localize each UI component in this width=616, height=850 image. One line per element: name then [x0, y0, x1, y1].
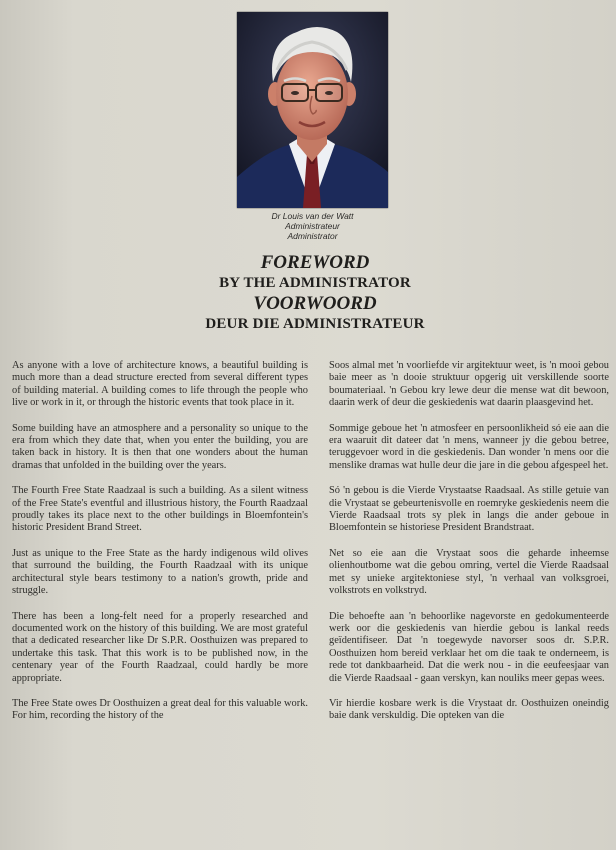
afrikaans-paragraph: Net so eie aan die Vrystaat soos die geharde inheemse olienhoutbome wat die gebou omring, vertel die Vierde Raadsaal met sy unieke argitektoniese styl, 'n verhaal van volksgroei, volkstrots en volkstryd.: [329, 547, 609, 597]
afrikaans-paragraph: Vir hierdie kosbare werk is die Vrystaat dr. Oosthuizen oneindig baie dank verskuldig. Die opteken van die: [329, 697, 609, 722]
photo-caption: [200, 211, 425, 241]
subtitle-by-administrator: BY THE ADMINISTRATOR: [219, 275, 411, 291]
english-paragraph: The Free State owes Dr Oosthuizen a great deal for this valuable work. For him, recording the history of the: [12, 697, 308, 722]
english-paragraph: Some building have an atmosphere and a personality so unique to the era from which they date that, when you enter the building, you are taken back in history. It is then that one wonders about the human dramas that unfolded in the building over the years.: [12, 422, 308, 471]
afrikaans-paragraph: Sommige geboue het 'n atmosfeer en persoonlikheid só eie aan die era waaruit dit dateer dat 'n mens, wanneer jy die gebou betree, teruggevoer word in die geskiedenis. Dan wonder 'n mens oor die menslike dramas wat hulle deur die jare in die gebou afgespeel het.: [329, 422, 609, 471]
caption-name: Dr Louis van der Watt: [271, 211, 354, 221]
afrikaans-paragraph: Soos almal met 'n voorliefde vir argitektuur weet, is 'n mooi gebou baie meer as 'n dooie struktuur opgerig uit verskillende soorte boumateriaal. 'n Gebou kry lewe deur die mense wat dit bewoon, daarin werk of deur die geskiedenis wat daarin plaasgevind het.: [329, 360, 609, 409]
caption-role-afrikaans: Administrateur: [285, 221, 340, 231]
afrikaans-paragraph: Die behoefte aan 'n behoorlike nagevorste en gedokumenteerde werk oor die geskiedenis van hierdie gebou is lankal reeds geïdentifiseer. Dat 'n toegewyde navorser soos dr. S.P.R. Oosthuizen hom bereid verklaar het om die taak te onderneem, is rede tot dankbaarheid. Dat die werk nou - in die eeufeesjaar van die Vierde Raadsaal - gaan verskyn, kan nouliks meer gepas wees.: [329, 610, 609, 684]
caption-role-english: Administrator: [287, 231, 338, 241]
english-column: [12, 360, 308, 736]
english-paragraph: The Fourth Free State Raadzaal is such a building. As a silent witness of the Free State's eventful and illustrious history, the Fourth Raadzaal proudly takes its place next to the other buildings in Bloemfontein's historic President Brand Street.: [12, 485, 308, 534]
afrikaans-column: [329, 360, 609, 736]
portrait-illustration: [237, 12, 388, 208]
title-voorwoord: VOORWOORD: [253, 293, 377, 314]
english-paragraph: Just as unique to the Free State as the hardy indigenous wild olives that surround the building, the Fourth Raadzaal with its unique architectural style bears testimony to a nation's growth, pride and struggle.: [12, 547, 308, 597]
title-foreword: FOREWORD: [260, 252, 370, 273]
subtitle-deur-administrateur: DEUR DIE ADMINISTRATEUR: [205, 316, 425, 332]
english-paragraph: As anyone with a love of architecture knows, a beautiful building is much more than a dead structure erected from several different types of building material. A building comes to life through the people who live or work in it, or through the historic events that took place in it.: [12, 360, 308, 409]
english-paragraph: There has been a long-felt need for a properly researched and documented work on the history of this building. We are most grateful that a dedicated researcher like Dr S.P.R. Oosthuizen was prepared to undertake this task. That this work is to be published now, in the centenary year of the Fourth Raadzaal, could hardly be more appropriate.: [12, 610, 308, 684]
title-block: [100, 252, 530, 334]
portrait-photo: [237, 12, 388, 208]
afrikaans-paragraph: Só 'n gebou is die Vierde Vrystaatse Raadsaal. As stille getuie van die Vrystaat se gebeurtenisvolle en roemryke geskiedenis neem die Vierde Raadsaal trots sy plek in langs die ander geboue in Bloemfontein se historiese President Brandstraat.: [329, 485, 609, 534]
